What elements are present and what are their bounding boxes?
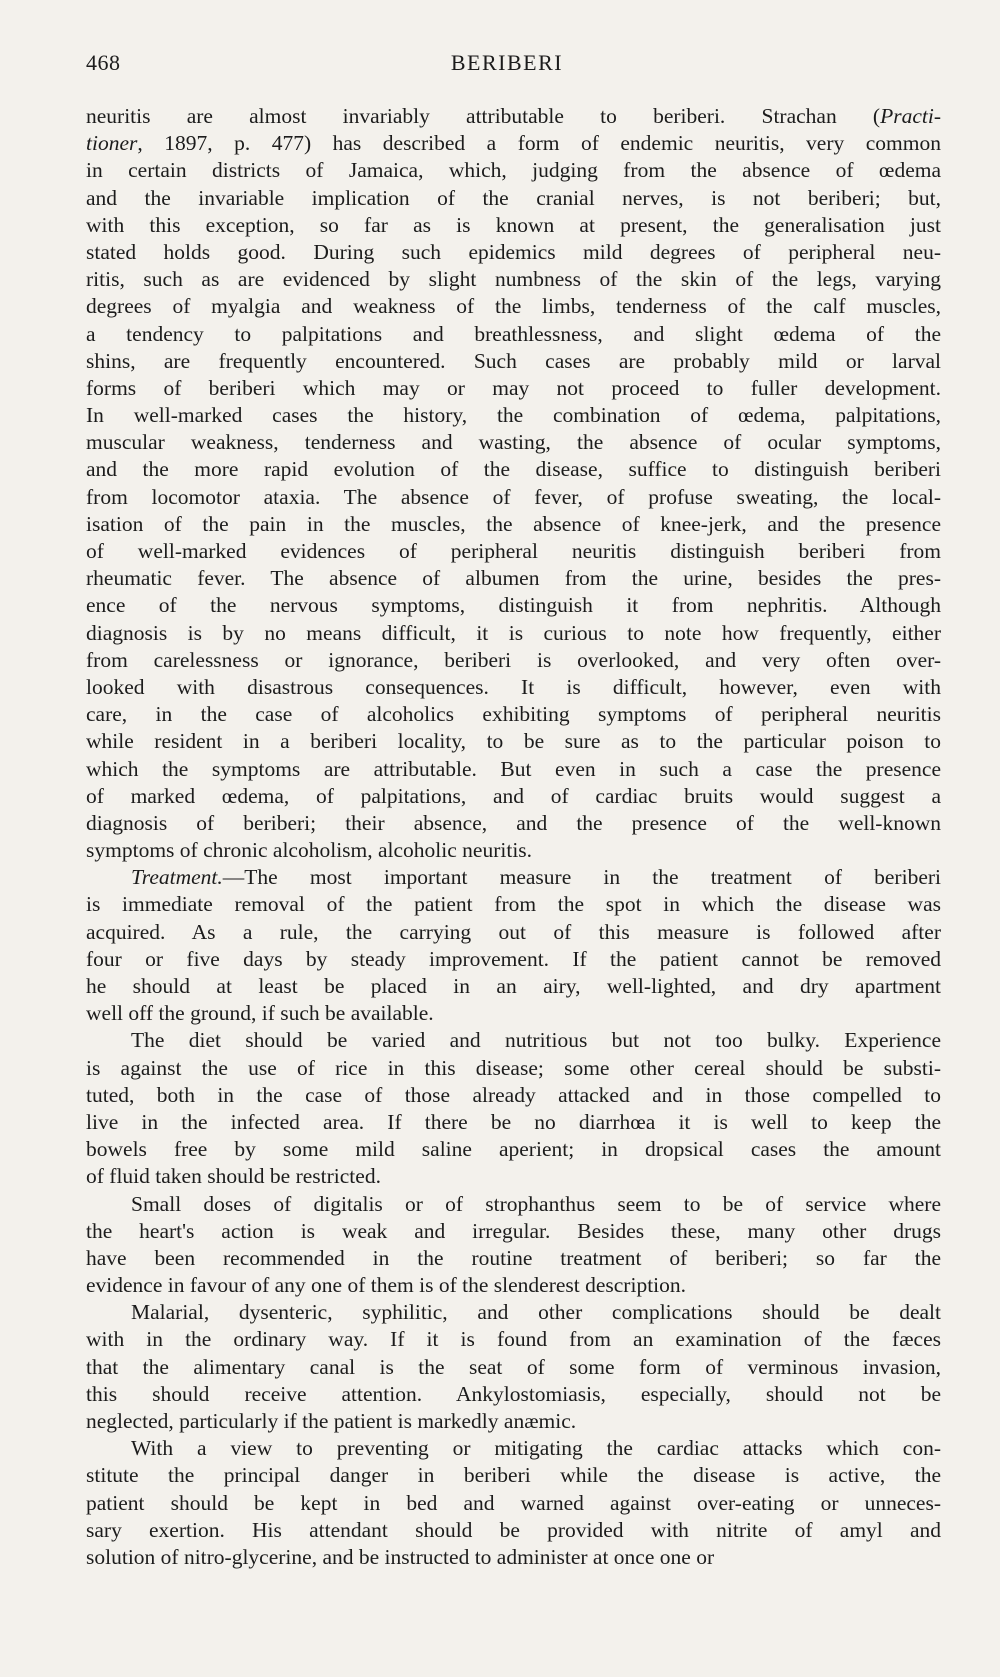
text-line: Treatment.—The most important measure in the treatment of beriberi [131,865,941,890]
text-line: Small doses of digitalis or of strophanthus seem to be of service where [131,1191,941,1216]
text-line: symptoms of chronic alcoholism, alcoholic neuritis. [86,838,533,863]
text-line: of fluid taken should be restricted. [86,1164,381,1189]
text-line: of well-marked evidences of peripheral neuritis distinguish beriberi from [86,539,941,563]
paragraph [86,103,941,864]
text-line: looked with disastrous consequences. It is difficult, however, even with [86,674,941,699]
text-line: from carelessness or ignorance, beriberi is overlooked, and very often over- [86,647,941,672]
text-line: while resident in a beriberi locality, to be sure as to the particular poison to [86,729,941,754]
text-line: he should at least be placed in an airy, well-lighted, and dry apartment [86,974,941,998]
text-line: shins, are frequently encountered. Such cases are probably mild or larval [86,348,941,373]
text-line: which the symptoms are attributable. But even in such a case the presence [86,756,941,781]
text-line: muscular weakness, tenderness and wasting, the absence of ocular symptoms, [86,430,941,455]
text-line: and the invariable implication of the cranial nerves, is not beriberi; but, [86,185,941,210]
paragraph [86,1027,941,1190]
text-line: evidence in favour of any one of them is of the slenderest description. [86,1273,687,1298]
text-line: neglected, particularly if the patient is markedly anæmic. [86,1409,577,1433]
text-line: and the more rapid evolution of the disease, suffice to distinguish beriberi [86,457,941,482]
text-line: with this exception, so far as is known at present, the generalisation just [86,212,941,237]
text-line: that the alimentary canal is the seat of some form of verminous invasion, [86,1354,941,1379]
text-line: neuritis are almost invariably attributable to beriberi. Strachan (Practi- [86,104,941,128]
text-line: the heart's action is weak and irregular. Besides these, many other drugs [86,1218,941,1243]
text-line: diagnosis is by no means difficult, it is curious to note how frequently, either [86,620,941,645]
text-line: tuted, both in the case of those already attacked and in those compelled to [86,1082,941,1107]
paragraph [86,1299,941,1435]
running-head [86,50,928,84]
text-line: In well-marked cases the history, the combination of œdema, palpitations, [86,403,941,428]
text-line: live in the infected area. If there be no diarrhœa it is well to keep the [86,1109,941,1134]
running-title: BERIBERI [450,50,564,75]
text-line: four or five days by steady improvement. If the patient cannot be removed [86,946,941,971]
text-line: of marked œdema, of palpitations, and of cardiac bruits would suggest a [86,783,941,808]
text-line: diagnosis of beriberi; their absence, and the presence of the well-known [86,810,941,835]
paragraph [86,864,941,1027]
text-line: bowels free by some mild saline aperient; in dropsical cases the amount [86,1137,941,1162]
text-line: this should receive attention. Ankylostomiasis, especially, should not be [86,1381,941,1406]
text-line: is immediate removal of the patient from the spot in which the disease was [86,892,941,917]
text-line: stitute the principal danger in beriberi while the disease is active, the [86,1463,941,1488]
text-line: patient should be kept in bed and warned against over-eating or unneces- [86,1490,941,1515]
text-line: well off the ground, if such be available. [86,1001,434,1026]
text-line: sary exertion. His attendant should be provided with nitrite of amyl and [86,1517,941,1542]
text-line: a tendency to palpitations and breathlessness, and slight œdema of the [86,321,941,346]
text-line: from locomotor ataxia. The absence of fever, of profuse sweating, the local- [86,484,941,509]
text-line: tioner, 1897, p. 477) has described a form of endemic neuritis, very common [86,131,941,156]
text-line: ritis, such as are evidenced by slight numbness of the skin of the legs, varying [86,267,941,292]
text-line: The diet should be varied and nutritious but not too bulky. Experience [131,1028,941,1053]
paragraph [86,1191,941,1300]
paragraph [86,1435,941,1571]
text-line: ence of the nervous symptoms, distinguish it from nephritis. Although [86,593,941,618]
text-line: Malarial, dysenteric, syphilitic, and other complications should be dealt [131,1300,941,1325]
text-line: forms of beriberi which may or may not proceed to fuller development. [86,375,941,400]
text-line: is against the use of rice in this disease; some other cereal should be substi- [86,1055,941,1080]
text-line: care, in the case of alcoholics exhibiting symptoms of peripheral neuritis [86,702,941,727]
text-line: rheumatic fever. The absence of albumen from the urine, besides the pres- [86,566,941,591]
text-line: solution of nitro-glycerine, and be instructed to administer at once one or [86,1544,715,1569]
text-line: degrees of myalgia and weakness of the limbs, tenderness of the calf muscles, [86,294,941,319]
text-line: in certain districts of Jamaica, which, judging from the absence of œdema [86,158,941,183]
text-line: have been recommended in the routine treatment of beriberi; so far the [86,1245,941,1270]
text-line: with in the ordinary way. If it is found from an examination of the fæces [86,1327,941,1352]
text-line: With a view to preventing or mitigating the cardiac attacks which con- [131,1436,941,1461]
page-number: 468 [86,50,121,75]
text-line: acquired. As a rule, the carrying out of this measure is followed after [86,919,941,944]
text-line: isation of the pain in the muscles, the absence of knee-jerk, and the presence [86,511,941,536]
body-text [86,103,941,1571]
text-line: stated holds good. During such epidemics mild degrees of peripheral neu- [86,239,941,264]
